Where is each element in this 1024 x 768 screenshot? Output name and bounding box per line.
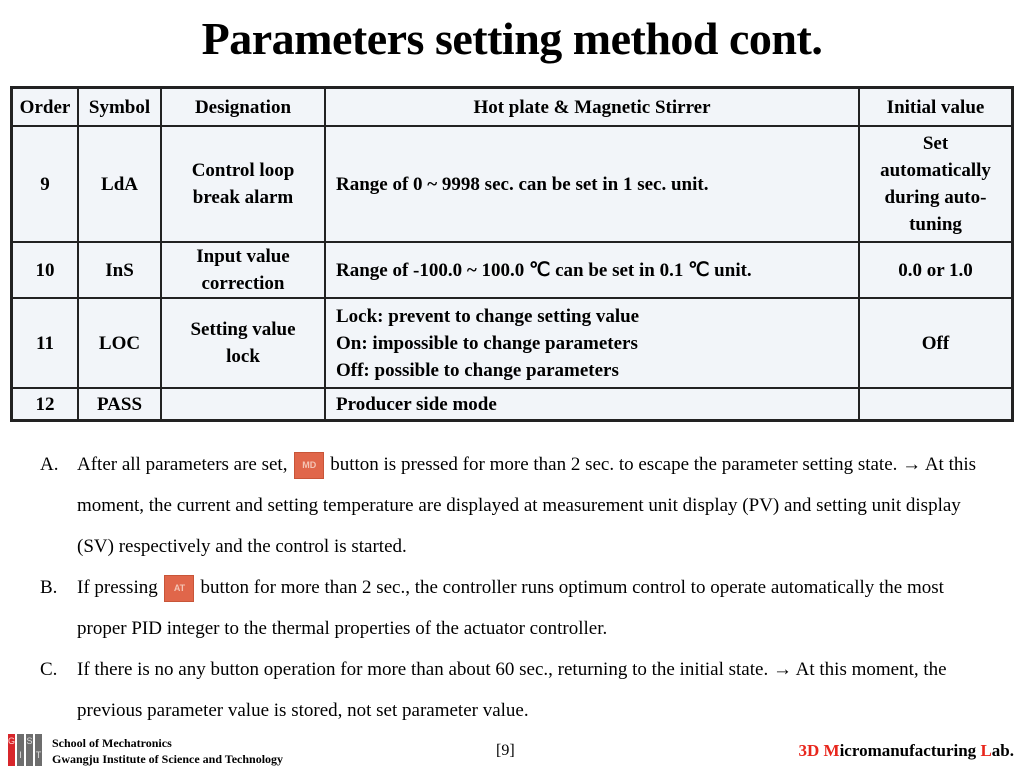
note-text	[77, 567, 980, 649]
at-key-icon: AT	[164, 575, 194, 602]
notes-list	[40, 444, 980, 731]
cell-designation-line: correction	[201, 273, 285, 294]
cell-description-line: Producer side mode	[336, 393, 497, 415]
table-row	[12, 242, 1013, 298]
cell-initial-value	[859, 242, 1013, 298]
cell-initial-value	[859, 388, 1013, 421]
cell-description	[325, 388, 859, 421]
slide-title: Parameters setting method cont.	[201, 13, 823, 64]
cell-description	[325, 298, 859, 388]
note-text-before: If there is no any button operation for more than about 60 sec., returning to the initial state. → At this moment, the previous parameter value is stored, not set parameter value.	[77, 659, 947, 721]
note-text	[77, 649, 980, 731]
school-name: School of Mechatronics	[52, 736, 172, 750]
note-text-before: After all parameters are set,	[77, 454, 288, 475]
cell-initial-value	[859, 298, 1013, 388]
parameters-table	[10, 86, 1014, 422]
logo-letter: G	[8, 734, 15, 766]
table-row	[12, 388, 1013, 421]
cell-description-line: On: impossible to change parameters	[336, 332, 638, 354]
note-item	[40, 567, 980, 649]
cell-symbol: LdA	[78, 126, 161, 242]
note-text	[77, 444, 980, 567]
cell-order: 10	[12, 242, 79, 298]
cell-description-line: Range of 0 ~ 9998 sec. can be set in 1 sec. unit.	[336, 173, 709, 195]
cell-initial-value	[859, 126, 1013, 242]
gist-logo	[8, 734, 42, 766]
cell-designation-line: Control loop	[191, 160, 295, 181]
note-label: C.	[40, 659, 58, 680]
cell-initial-value-line: during auto-	[884, 187, 987, 208]
page-number: [9]	[496, 742, 515, 759]
footer-school	[52, 735, 283, 767]
cell-symbol: InS	[78, 242, 161, 298]
cell-designation	[161, 298, 325, 388]
lab-name	[798, 741, 1014, 761]
lab-name-part: ab.	[991, 741, 1014, 760]
cell-initial-value-line: automatically	[880, 160, 991, 181]
note-label: B.	[40, 577, 58, 598]
cell-description	[325, 126, 859, 242]
cell-order: 9	[12, 126, 79, 242]
md-key-icon: MD	[294, 452, 324, 479]
cell-initial-value-line: Set	[922, 133, 949, 154]
note-item	[40, 649, 980, 731]
note-label: A.	[40, 454, 59, 475]
cell-description-line: Off: possible to change parameters	[336, 359, 619, 381]
lab-name-part: L	[980, 741, 992, 760]
note-item	[40, 444, 980, 567]
cell-designation	[161, 388, 325, 421]
cell-designation	[161, 242, 325, 298]
cell-initial-value-line: 0.0 or 1.0	[898, 259, 973, 281]
header-order: Order	[12, 88, 79, 127]
logo-letter: I	[17, 734, 24, 766]
institute-name: Gwangju Institute of Science and Technology	[52, 752, 284, 766]
header-designation: Designation	[161, 88, 325, 127]
cell-order: 12	[12, 388, 79, 421]
cell-designation	[161, 126, 325, 242]
lab-name-part: icromanufacturing	[839, 741, 981, 760]
table-row	[12, 298, 1013, 388]
header-initial-value: Initial value	[859, 88, 1013, 127]
table-header-row	[12, 88, 1013, 127]
header-symbol: Symbol	[78, 88, 161, 127]
logo-letter: T	[35, 734, 42, 766]
cell-order: 11	[12, 298, 79, 388]
cell-initial-value-line: Off	[921, 332, 950, 354]
cell-initial-value-line: tuning	[909, 214, 962, 235]
cell-description-line: Lock: prevent to change setting value	[336, 305, 640, 327]
note-text-after: button for more than 2 sec., the controller runs optimum control to operate automatically the most proper PID integer to the thermal properties of the actuator controller.	[77, 577, 944, 639]
cell-symbol: PASS	[78, 388, 161, 421]
note-text-after: button is pressed for more than 2 sec. to escape the parameter setting state. → At this moment, the current and setting temperature are displayed at measurement unit display (PV) and setting unit display (SV) respectively and the control is started.	[77, 454, 977, 557]
note-text-before: If pressing	[77, 577, 158, 598]
logo-letter: S	[26, 734, 33, 766]
cell-designation-line: break alarm	[192, 187, 294, 208]
cell-description-line: Range of -100.0 ~ 100.0 ℃ can be set in 0.1 ℃ unit.	[336, 259, 752, 281]
table-row	[12, 126, 1013, 242]
cell-description	[325, 242, 859, 298]
header-hot-plate: Hot plate & Magnetic Stirrer	[325, 88, 859, 127]
lab-name-part: 3D M	[798, 741, 840, 760]
cell-designation-line: Setting value	[190, 319, 296, 340]
cell-symbol: LOC	[78, 298, 161, 388]
cell-designation-line: Input value	[196, 246, 290, 267]
cell-designation-line: lock	[226, 346, 260, 367]
